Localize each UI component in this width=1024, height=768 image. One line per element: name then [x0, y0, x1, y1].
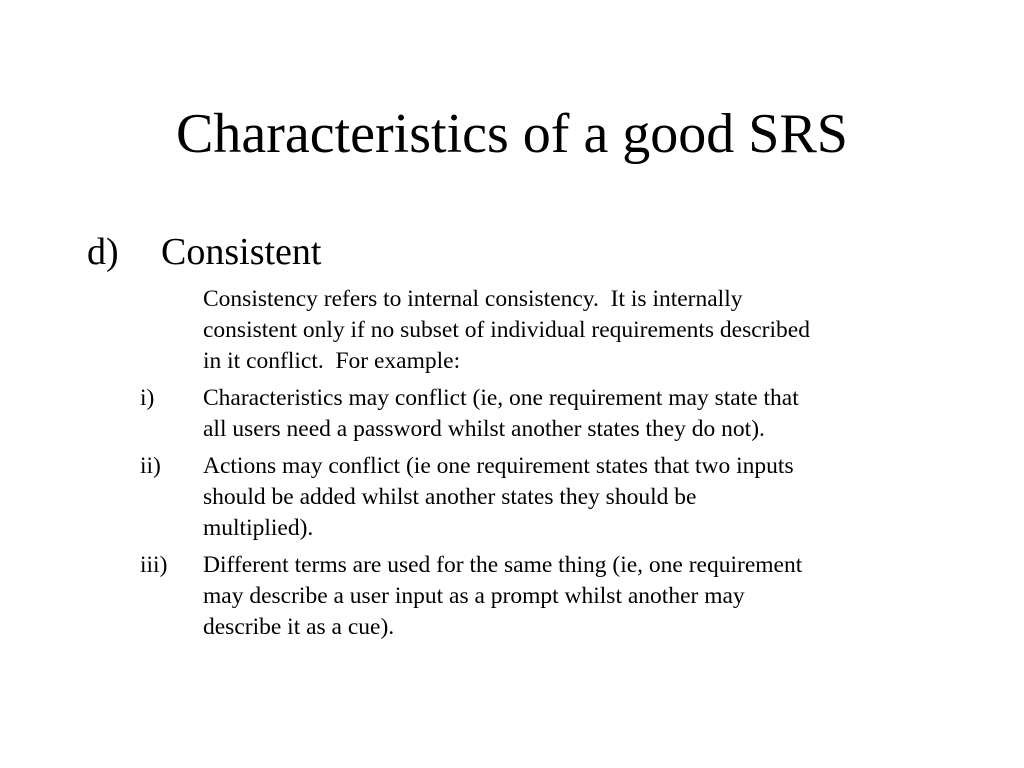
list-item-marker: iii) — [140, 552, 168, 578]
list-item — [140, 550, 960, 643]
list-item-marker: i) — [140, 385, 155, 411]
list-item — [140, 451, 960, 544]
section-heading — [87, 229, 321, 275]
list-item-line: multiplied). — [203, 515, 314, 541]
list-item-line: describe it as a cue). — [203, 614, 395, 640]
list-item-line: all users need a password whilst another states they do not). — [203, 416, 765, 442]
intro-line: in it conflict. For example: — [203, 348, 461, 374]
intro-line: consistent only if no subset of individual requirements described — [203, 317, 810, 343]
list-item-text — [203, 550, 960, 643]
list-item-line: Actions may conflict (ie one requirement states that two inputs — [203, 453, 794, 479]
list-item-line: may describe a user input as a prompt whilst another may — [203, 583, 745, 609]
list-item-line: Different terms are used for the same thing (ie, one requirement — [203, 552, 803, 578]
list-item — [140, 383, 960, 445]
slide-title: Characteristics of a good SRS — [176, 103, 848, 165]
list-item-line: should be added whilst another states they should be — [203, 484, 697, 510]
list-item-marker: ii) — [140, 453, 161, 479]
list-item-text — [203, 383, 960, 445]
intro-line: Consistency refers to internal consistency. It is internally — [203, 286, 743, 312]
section-heading-text: Consistent — [161, 231, 322, 273]
body-text — [140, 284, 960, 649]
intro-paragraph — [203, 284, 960, 377]
list-item-text — [203, 451, 960, 544]
list-item-line: Characteristics may conflict (ie, one requirement may state that — [203, 385, 799, 411]
section-marker: d) — [87, 231, 119, 273]
